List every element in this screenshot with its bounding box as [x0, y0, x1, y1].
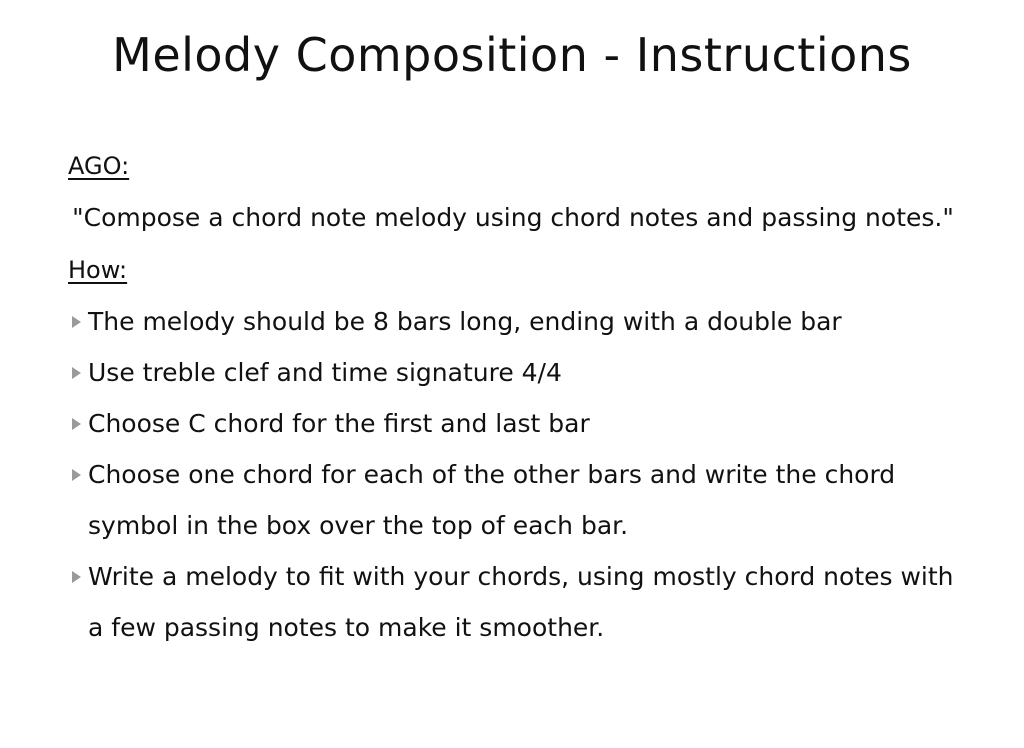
- how-step: [68, 347, 958, 398]
- triangle-bullet-icon: [72, 469, 81, 481]
- how-steps-list: [68, 296, 958, 653]
- how-step-text: Use treble clef and time signature 4/4: [88, 358, 562, 387]
- how-step: [68, 449, 958, 551]
- instructions-content: [68, 140, 958, 653]
- how-step-text: Choose one chord for each of the other bars and write the chord symbol in the box over the top of each bar.: [88, 460, 896, 540]
- ago-heading: AGO:: [68, 152, 130, 180]
- triangle-bullet-icon: [72, 316, 81, 328]
- page-title: Melody Composition - Instructions: [112, 28, 912, 82]
- how-step: [68, 296, 958, 347]
- how-step-text: The melody should be 8 bars long, ending with a double bar: [88, 307, 842, 336]
- how-heading: How:: [68, 256, 128, 284]
- triangle-bullet-icon: [72, 418, 81, 430]
- how-step: [68, 398, 958, 449]
- ago-quote: "Compose a chord note melody using chord notes and passing notes.": [72, 203, 954, 232]
- how-step: [68, 551, 958, 653]
- how-step-text: Choose C chord for the first and last bar: [88, 409, 590, 438]
- how-step-text: Write a melody to fit with your chords, using mostly chord notes with a few passing notes to make it smoother.: [88, 562, 954, 642]
- triangle-bullet-icon: [72, 367, 81, 379]
- triangle-bullet-icon: [72, 571, 81, 583]
